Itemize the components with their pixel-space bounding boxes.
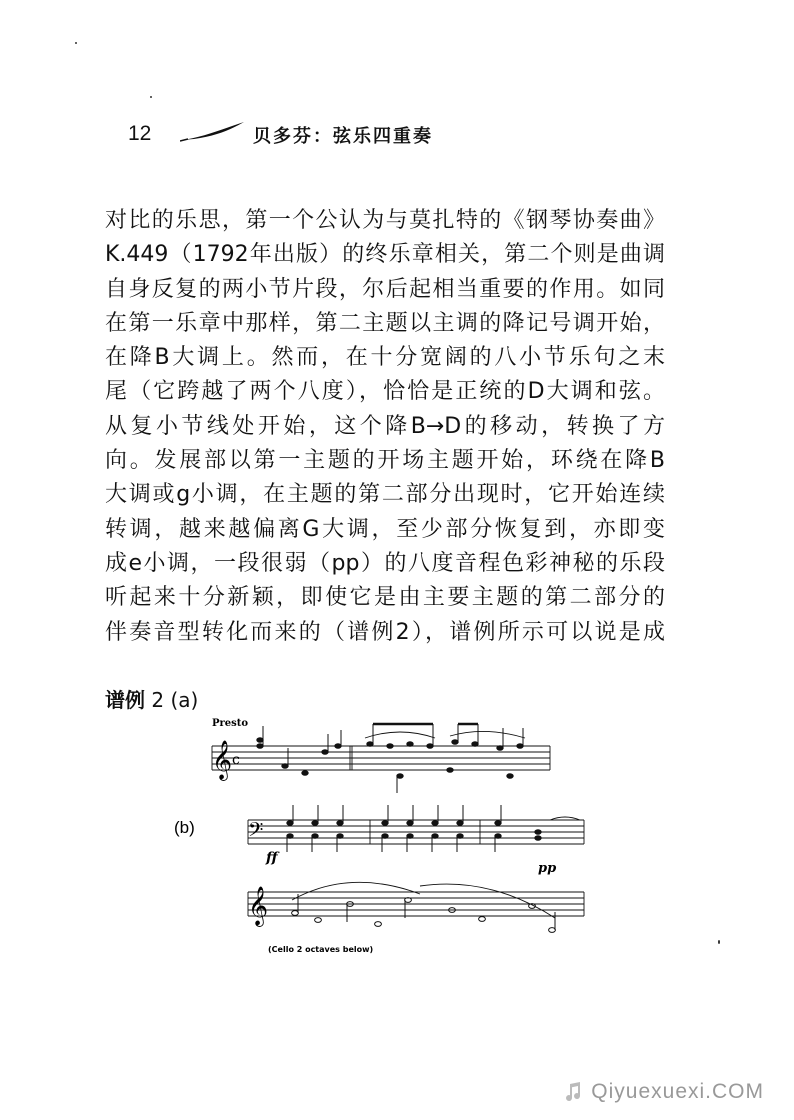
margin-mark: [150, 96, 152, 98]
quill-pen-icon: [180, 120, 246, 142]
text-line: 对比的乐思，第一个公认为与莫扎特的《钢琴协奏曲》: [105, 208, 665, 233]
dynamic-pp: pp: [538, 861, 557, 876]
text-line: 从复小节线处开始，这个降B→D的移动，转换了方: [105, 413, 665, 439]
text-line: 转调，越来越偏离G大调，至少部分恢复到，亦即变: [105, 516, 665, 542]
text-line: 大调或g小调，在主题的第二部分出现时，它开始连续: [105, 482, 665, 508]
music-example: [160, 708, 600, 958]
text-line: 自身反复的两小节片段，尔后起相当重要的作用。如同: [105, 276, 665, 302]
treble-clef-icon: 𝄞: [248, 886, 269, 926]
text-line: 成e小调，一段很弱（pp）的八度音程色彩神秘的乐段: [105, 550, 665, 576]
notes-a: [257, 724, 523, 793]
dynamic-ff: ff: [266, 850, 278, 866]
running-title: 贝多芬：弦乐四重奏: [253, 126, 433, 147]
time-signature: c: [232, 752, 240, 768]
watermark-text: Qiyuexuexi.COM: [591, 1079, 764, 1103]
text-line: 向。发展部以第一主题的开场主题开始，环绕在降B: [105, 448, 665, 474]
text-line: 伴奏音型转化而来的（谱例2），谱例所示可以说是成: [105, 619, 665, 645]
text-line: 尾（它跨越了两个八度），恰恰是正统的D大调和弦。: [105, 379, 665, 405]
text-line: 在降B大调上。然而，在十分宽阔的八小节乐句之末: [105, 345, 665, 371]
page-header: [128, 122, 568, 152]
notes-b1: [287, 805, 541, 852]
text-line: 听起来十分新颖，即使它是由主要主题的第二部分的: [105, 585, 665, 611]
example-b-label: (b): [174, 818, 195, 837]
cello-note: (Cello 2 octaves below): [268, 945, 374, 954]
caption-label: 谱例: [105, 688, 145, 712]
page-number: 12: [128, 122, 152, 145]
text-line: 在第一乐章中那样，第二主题以主调的降记号调开始，: [105, 310, 665, 336]
treble-clef-icon: 𝄞: [212, 740, 233, 780]
text-line: K.449（1792年出版）的终乐章相关，第二个则是曲调: [105, 242, 665, 268]
margin-mark: [75, 42, 77, 44]
staff-b1: [248, 820, 584, 844]
music-note-logo-icon: [561, 1080, 585, 1104]
body-paragraph: [105, 204, 665, 650]
site-watermark: [561, 1080, 764, 1104]
caption-number: 2 (a): [151, 688, 199, 712]
tempo-marking: Presto: [212, 718, 249, 729]
notes-b2: [292, 894, 556, 932]
bass-clef-icon: 𝄢: [248, 818, 264, 846]
margin-mark: [718, 940, 720, 944]
